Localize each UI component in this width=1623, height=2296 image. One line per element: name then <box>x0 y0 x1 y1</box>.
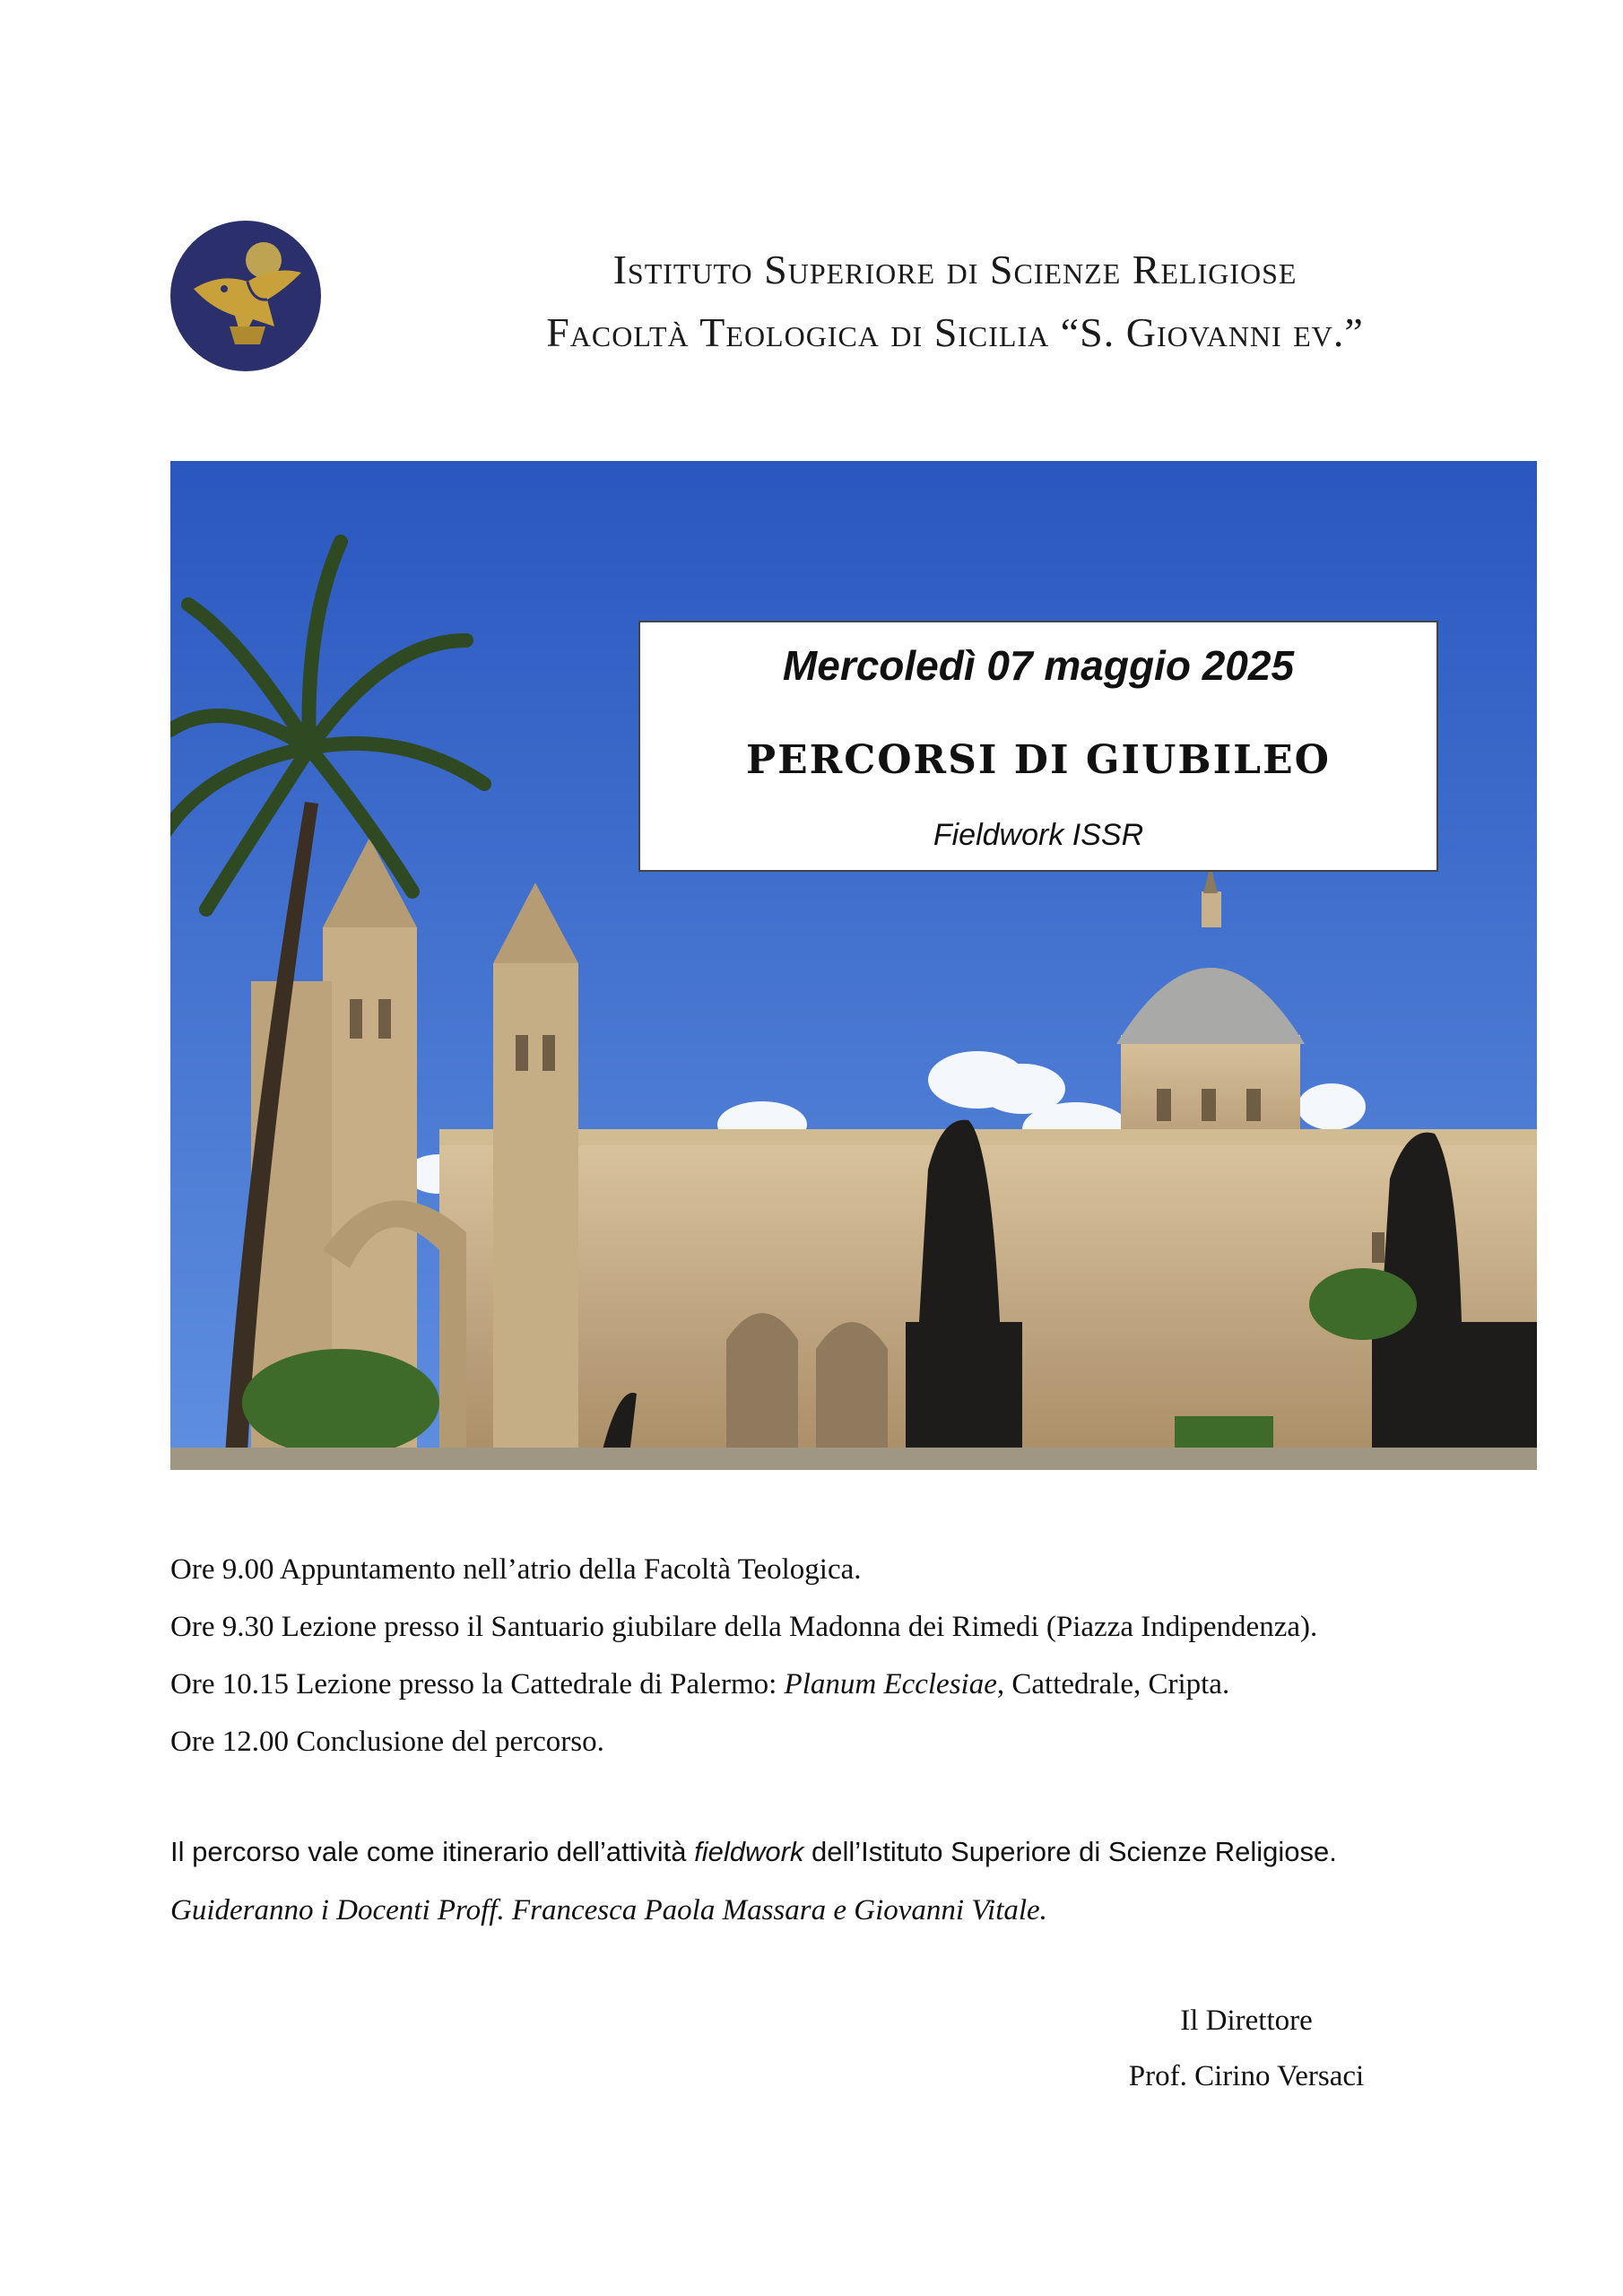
institution-name: Istituto Superiore di Scienze Religiose <box>612 247 1298 292</box>
schedule-item: Ore 9.30 Lezione presso il Santuario giubilare della Madonna dei Rimedi (Piazza Indipendenza). <box>170 1611 1318 1643</box>
schedule-text: Ore 10.15 Lezione presso la Cattedrale di Palermo: <box>170 1668 785 1700</box>
note-text: Il percorso vale come itinerario dell’attività <box>170 1836 695 1867</box>
guides-line: Guideranno i Docenti Proff. Francesca Paola Massara e Giovanni Vitale. <box>170 1894 1047 1926</box>
signature-name: Prof. Cirino Versaci <box>1128 2060 1365 2092</box>
schedule-item: Ore 9.00 Appuntamento nell’atrio della Facoltà Teologica. <box>170 1553 862 1586</box>
note-text: dell’Istituto Superiore di Scienze Religiose. <box>803 1836 1337 1867</box>
event-subtitle: Fieldwork ISSR <box>933 818 1144 852</box>
signature-role: Il Direttore <box>1180 2005 1313 2037</box>
eagle-emblem-icon <box>167 219 325 373</box>
institution-header <box>404 244 1506 359</box>
note-emphasis: fieldwork <box>694 1836 804 1867</box>
event-info-box <box>638 621 1438 872</box>
schedule-emphasis: Planum Ecclesiae <box>784 1668 997 1700</box>
schedule-list <box>170 1541 1515 1770</box>
cathedral-photo <box>170 461 1537 1470</box>
schedule-text: , Cattedrale, Cripta. <box>996 1668 1230 1700</box>
event-title: PERCORSI DI GIUBILEO <box>746 737 1331 783</box>
signature-block <box>1058 1993 1435 2104</box>
schedule-item <box>170 1656 1515 1713</box>
fieldwork-note <box>170 1825 1551 1879</box>
faculty-name: Facoltà Teologica di Sicilia “S. Giovanni ev.” <box>546 309 1364 355</box>
event-date: Mercoledì 07 maggio 2025 <box>782 642 1295 689</box>
schedule-item: Ore 12.00 Conclusione del percorso. <box>170 1726 604 1758</box>
